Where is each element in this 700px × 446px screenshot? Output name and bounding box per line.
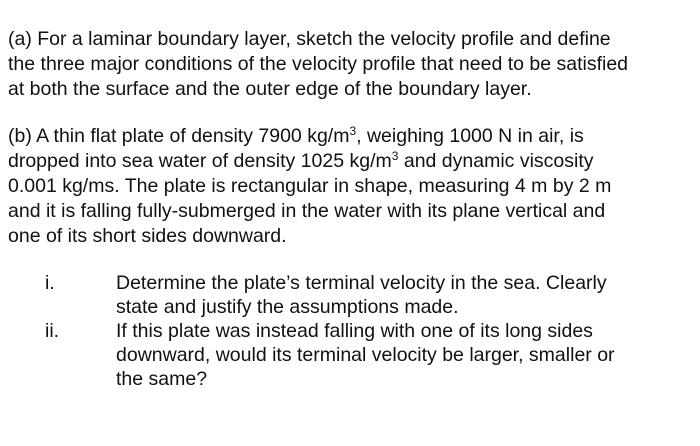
list-item-line: the same? [116, 368, 208, 390]
part-a-paragraph [8, 27, 692, 102]
list-item-line: downward, would its terminal velocity be larger, smaller or [116, 344, 615, 366]
part-b-line [8, 124, 692, 149]
part-b-line: 0.001 kg/ms. The plate is rectangular in shape, measuring 4 m by 2 m [8, 175, 612, 197]
list-item-text [116, 319, 696, 391]
list-item-line: state and justify the assumptions made. [116, 296, 459, 318]
part-b-line: and it is falling fully-submerged in the water with its plane vertical and [8, 200, 606, 222]
part-b-text: dropped into sea water of density 1025 kg/m [8, 150, 392, 172]
list-marker: i. [45, 272, 55, 294]
part-b-text: (b) A thin flat plate of density 7900 kg/m [8, 125, 350, 147]
list-item-line: Determine the plate’s terminal velocity in the sea. Clearly [116, 272, 607, 294]
list-item-text [116, 271, 696, 319]
part-a-line: (a) For a laminar boundary layer, sketch the velocity profile and define [8, 28, 611, 50]
superscript: 3 [349, 124, 357, 138]
superscript: 3 [391, 149, 399, 163]
part-b-paragraph [8, 124, 692, 249]
part-b-line: one of its short sides downward. [8, 225, 287, 247]
part-a-line: at both the surface and the outer edge of the boundary layer. [8, 78, 532, 100]
part-b-text: and dynamic viscosity [398, 150, 594, 172]
list-marker: ii. [45, 320, 60, 342]
part-a-line: the three major conditions of the velocity profile that need to be satisfied [8, 53, 629, 75]
part-b-line [8, 149, 692, 174]
list-item-line: If this plate was instead falling with one of its long sides [116, 320, 593, 342]
part-b-text: , weighing 1000 N in air, is [356, 125, 584, 147]
